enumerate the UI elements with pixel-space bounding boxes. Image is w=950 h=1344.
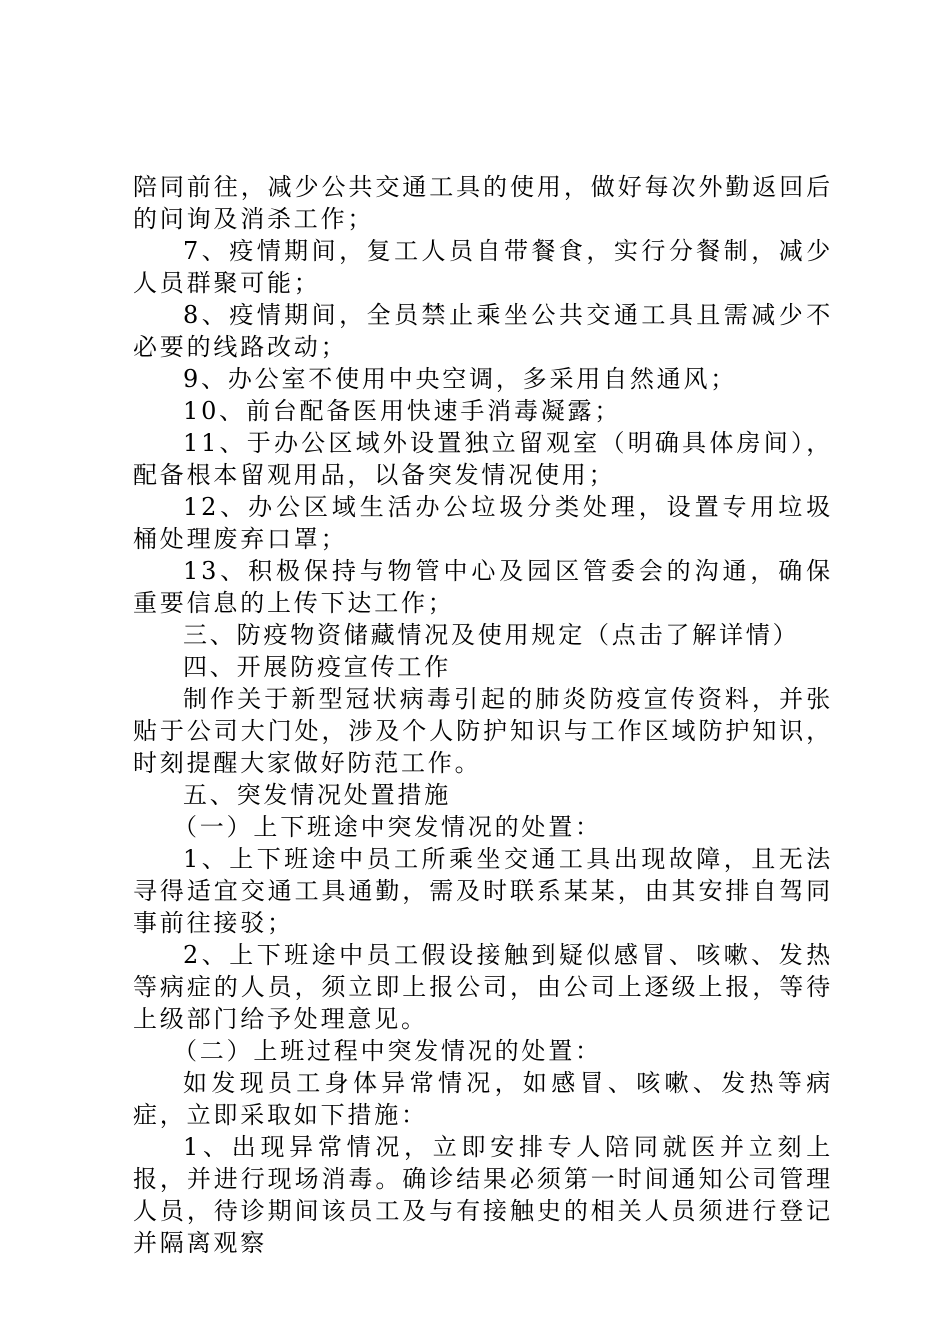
subsection-heading-1: （一）上下班途中突发情况的处置： <box>173 813 602 841</box>
subsection-heading-2: （二）上班过程中突发情况的处置： <box>173 1037 602 1065</box>
paragraph-item-13: 13、积极保持与物管中心及园区管委会的沟通，确保重要信息的上传下达工作； <box>133 557 833 617</box>
paragraph-work-1: 1、出现异常情况，立即安排专人陪同就医并立刻上报，并进行现场消毒。确诊结果必须第一时间通知公司管理人员，待诊期间该员工及与有接触史的相关人员须进行登记并隔离观察 <box>133 1133 833 1257</box>
section-heading-3: 三、防疫物资储藏情况及使用规定（点击了解详情） <box>183 621 800 649</box>
paragraph-item-7: 7、疫情期间，复工人员自带餐食，实行分餐制，减少人员群聚可能； <box>133 237 833 297</box>
paragraph-item-9: 9、办公室不使用中央空调，多采用自然通风； <box>183 365 738 393</box>
paragraph-item-12: 12、办公区域生活办公垃圾分类处理，设置专用垃圾桶处理废弃口罩； <box>133 493 833 553</box>
section-heading-4: 四、开展防疫宣传工作 <box>183 653 451 681</box>
paragraph-item-10: 10、前台配备医用快速手消毒凝露； <box>183 397 622 425</box>
paragraph-publicity: 制作关于新型冠状病毒引起的肺炎防疫宣传资料，并张贴于公司大门处，涉及个人防护知识与工作区域防护知识，时刻提醒大家做好防范工作。 <box>133 685 833 777</box>
document-body <box>133 171 833 1259</box>
paragraph-continuation: 陪同前往，减少公共交通工具的使用，做好每次外勤返回后的问询及消杀工作； <box>133 173 833 233</box>
paragraph-item-8: 8、疫情期间，全员禁止乘坐公共交通工具且需减少不必要的线路改动； <box>133 301 833 361</box>
section-heading-5: 五、突发情况处置措施 <box>183 781 451 809</box>
paragraph-commute-2: 2、上下班途中员工假设接触到疑似感冒、咳嗽、发热等病症的人员，须立即上报公司，由公司上逐级上报，等待上级部门给予处理意见。 <box>133 941 833 1033</box>
paragraph-commute-1: 1、上下班途中员工所乘坐交通工具出现故障，且无法寻得适宜交通工具通勤，需及时联系某某，由其安排自驾同事前往接驳； <box>133 845 833 937</box>
paragraph-work-intro: 如发现员工身体异常情况，如感冒、咳嗽、发热等病症，立即采取如下措施： <box>133 1069 833 1129</box>
paragraph-item-11: 11、于办公区域外设置独立留观室（明确具体房间），配备根本留观用品，以备突发情况使用； <box>133 429 833 489</box>
